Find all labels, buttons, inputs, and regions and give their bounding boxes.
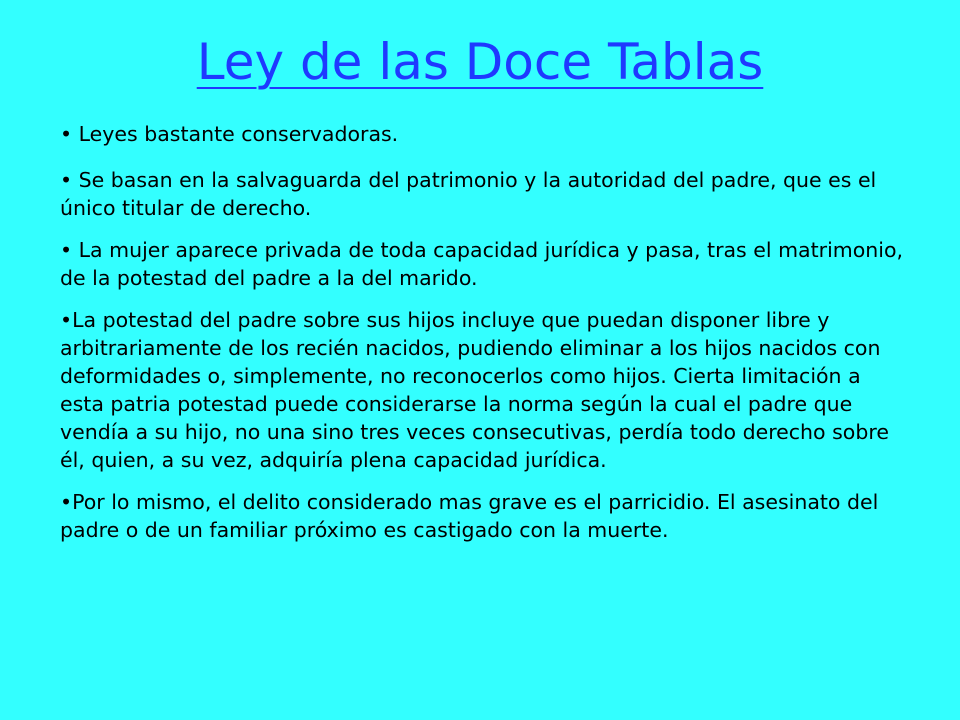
slide-title: Ley de las Doce Tablas	[196, 33, 764, 91]
bullet-paragraph-father-authority: •La potestad del padre sobre sus hijos incluye que puedan disponer libre y arbitrariamente de los recién nacidos, pudiendo eliminar a los hijos nacidos con deformidades o, simplemente, no reconocerlos como hijos. Cierta limitación a esta patria potestad puede considerarse la norma según la cual el padre que vendía a su hijo, no una sino tres veces consecutivas, perdía todo derecho sobre él, quien, a su vez, adquiría plena capacidad jurídica.	[60, 308, 889, 472]
bullet-paragraph-parricide: •Por lo mismo, el delito considerado mas grave es el parricidio. El asesinato del padre o de un familiar próximo es castigado con la muerte.	[60, 490, 879, 542]
bullet-paragraph-patrimony: • Se basan en la salvaguarda del patrimonio y la autoridad del padre, que es el único titular de derecho.	[60, 168, 877, 220]
bullet-paragraph-women: • La mujer aparece privada de toda capacidad jurídica y pasa, tras el matrimonio, de la potestad del padre a la del marido.	[60, 238, 904, 290]
slide-body	[60, 120, 910, 558]
bullet-paragraph-conservative-laws: • Leyes bastante conservadoras.	[60, 122, 399, 146]
